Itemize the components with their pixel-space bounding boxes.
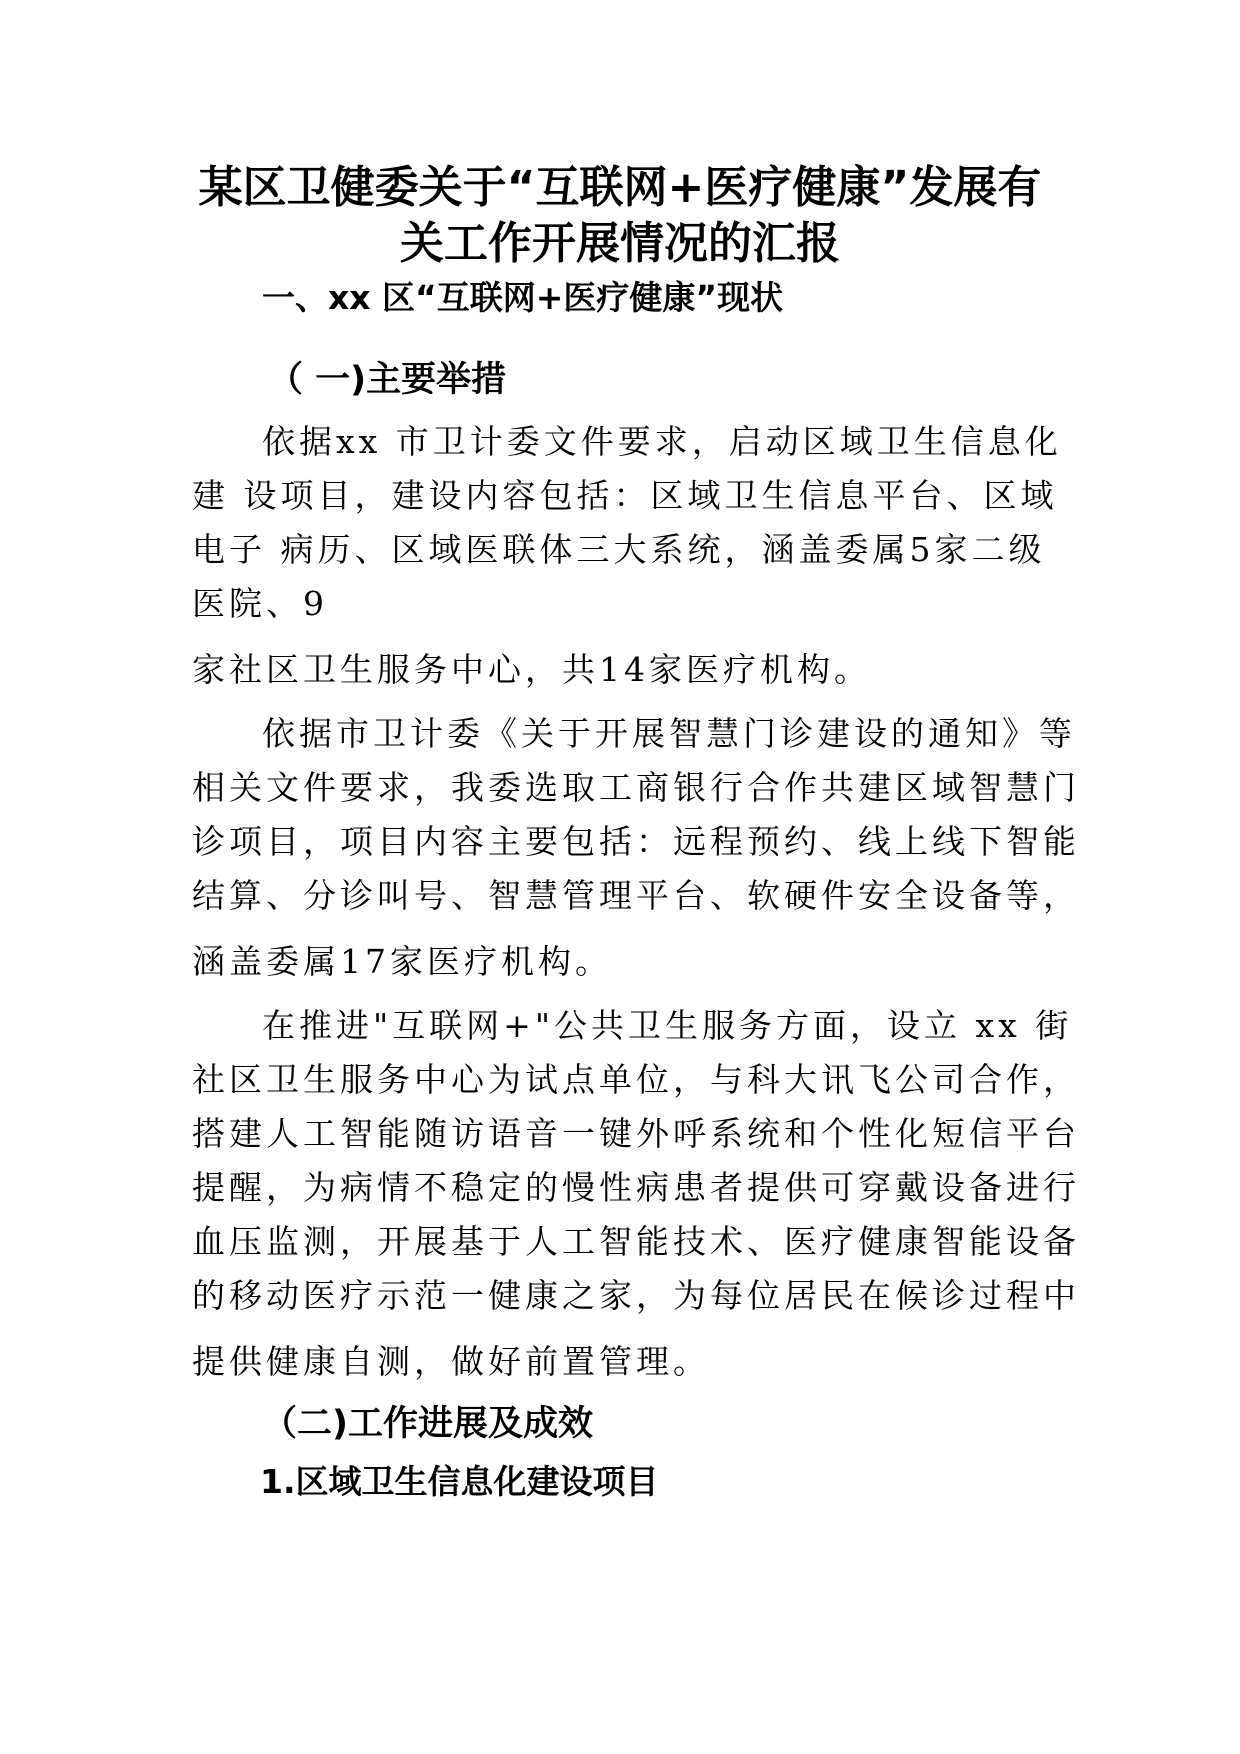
paragraph-3-line-3: 搭建人工智能随访语音一键外呼系统和个性化短信平台 [192, 1114, 1080, 1153]
paragraph-2-line-1: 依据市卫计委《关于开展智慧门诊建设的通知》等 [262, 714, 1076, 753]
paragraph-3-line-1: 在推进"互联网+"公共卫生服务方面，设立 xx 街 [262, 1006, 1073, 1045]
paragraph-3-line-7: 提供健康自测，做好前置管理。 [192, 1342, 710, 1381]
subsection-heading-1: （ 一)主要举措 [268, 360, 507, 400]
paragraph-3-line-6: 的移动医疗示范一健康之家，为每位居民在候诊过程中 [192, 1276, 1080, 1315]
section-heading-1: 一、xx 区“互联网+医疗健康”现状 [262, 278, 784, 317]
paragraph-2-line-4: 结算、分诊叫号、智慧管理平台、软硬件安全设备等， [192, 876, 1080, 915]
subsection-heading-2: （二)工作进展及成效 [262, 1404, 593, 1444]
paragraph-1-line-5: 家社区卫生服务中心，共14家医疗机构。 [192, 650, 871, 689]
item-heading-1: 1.区域卫生信息化建设项目 [260, 1462, 659, 1501]
paragraph-1-line-3: 电子 病历、区域医联体三大系统，涵盖委属5家二级 [192, 530, 1046, 569]
paragraph-3-line-2: 社区卫生服务中心为试点单位，与科大讯飞公司合作， [192, 1060, 1080, 1099]
paragraph-1-line-4: 医院、9 [192, 584, 328, 623]
paragraph-2-line-3: 诊项目，项目内容主要包括：远程预约、线上线下智能 [192, 822, 1080, 861]
paragraph-3-line-4: 提醒，为病情不稳定的慢性病患者提供可穿戴设备进行 [192, 1168, 1080, 1207]
document-title-line-1: 某区卫健委关于“互联网+医疗健康”发展有 [198, 162, 1042, 213]
paragraph-2-line-2: 相关文件要求，我委选取工商银行合作共建区域智慧门 [192, 768, 1080, 807]
paragraph-2-line-5: 涵盖委属17家医疗机构。 [192, 942, 612, 981]
paragraph-3-line-5: 血压监测，开展基于人工智能技术、医疗健康智能设备 [192, 1222, 1080, 1261]
document-title-line-2: 关工作开展情况的汇报 [400, 218, 840, 269]
paragraph-1-line-1: 依据xx 市卫计委文件要求，启动区域卫生信息化 [262, 422, 1062, 461]
paragraph-1-line-2: 建 设项目，建设内容包括：区域卫生信息平台、区域 [192, 476, 1058, 515]
